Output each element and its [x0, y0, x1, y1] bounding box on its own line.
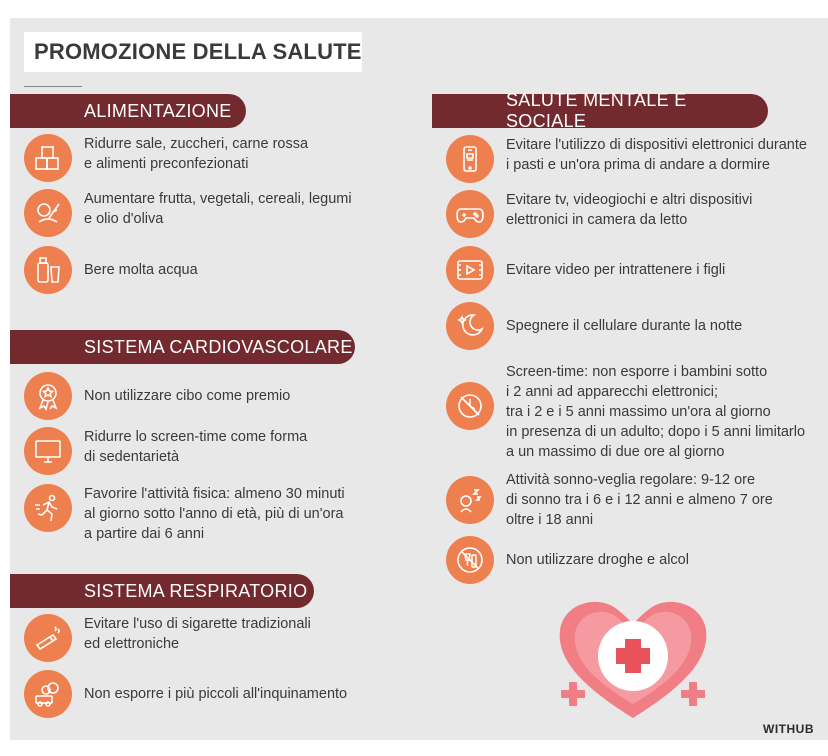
title-divider	[24, 86, 82, 87]
item-text: Attività sonno-veglia regolare: 9-12 ore di sonno tra i 6 e i 12 anni e almeno 7 ore oltre i 18 anni	[506, 472, 773, 528]
list-item	[24, 134, 308, 182]
heart-illustration	[548, 592, 718, 724]
water-bottle-icon	[24, 246, 72, 294]
section-title: SALUTE MENTALE E SOCIALE	[506, 90, 687, 131]
moon-icon	[446, 302, 494, 350]
medal-icon	[24, 372, 72, 420]
pollution-icon	[24, 670, 72, 718]
gamepad-icon	[446, 190, 494, 238]
list-item	[446, 135, 807, 183]
item-text: Ridurre lo screen-time come forma di sedentarietà	[84, 429, 308, 465]
list-item	[24, 246, 198, 294]
section-title: SISTEMA CARDIOVASCOLARE	[84, 336, 353, 357]
list-item	[24, 189, 352, 237]
vegetables-icon	[24, 189, 72, 237]
plus-icon	[681, 682, 705, 706]
list-item	[446, 302, 742, 350]
sugar-cubes-icon	[24, 134, 72, 182]
title-box	[24, 32, 362, 72]
item-text: Evitare l'utilizzo di dispositivi elettronici durante i pasti e un'ora prima di andare a dormire	[506, 137, 807, 173]
list-item	[446, 470, 773, 530]
item-text: Spegnere il cellulare durante la notte	[506, 318, 743, 334]
section-title: SISTEMA RESPIRATORIO	[84, 580, 308, 601]
list-item	[24, 372, 290, 420]
smartphone-icon	[446, 135, 494, 183]
brand-logo: WITHUB	[763, 722, 814, 736]
clock-icon	[446, 382, 494, 430]
section-header-alimentazione	[10, 94, 246, 128]
section-header-mentale	[432, 90, 768, 131]
item-text: Non esporre i più piccoli all'inquinamento	[84, 686, 348, 702]
item-text: Favorire l'attività fisica: almeno 30 minuti al giorno sotto l'anno di età, più di un'ora a partire dai 6 anni	[84, 486, 345, 542]
section-header-respiratorio	[10, 574, 314, 608]
section-header-cardiovascolare	[10, 330, 355, 364]
plus-icon	[561, 682, 585, 706]
item-text: Evitare l'uso di sigarette tradizionali ed elettroniche	[84, 616, 311, 652]
no-drugs-alcohol-icon	[446, 536, 494, 584]
list-item	[24, 670, 347, 718]
list-item	[24, 614, 311, 662]
list-item	[446, 536, 689, 584]
list-item	[446, 190, 752, 238]
running-icon	[24, 484, 72, 532]
video-icon	[446, 246, 494, 294]
list-item	[446, 246, 725, 294]
list-item	[446, 362, 805, 462]
item-text: Non utilizzare droghe e alcol	[506, 552, 689, 568]
item-text: Evitare tv, videogiochi e altri dispositivi elettronici in camera da letto	[506, 192, 753, 228]
monitor-icon	[24, 427, 72, 475]
item-text: Ridurre sale, zuccheri, carne rossa e alimenti preconfezionati	[84, 136, 309, 172]
item-text: Bere molta acqua	[84, 262, 198, 278]
item-text: Screen-time: non esporre i bambini sotto i 2 anni ad apparecchi elettronici; tra i 2 e i 5 anni massimo un'ora al giorno in presenza di un adulto; dopo i 5 anni limitarlo a un massimo di due ore al giorno	[506, 364, 806, 460]
list-item	[24, 427, 307, 475]
item-text: Evitare video per intrattenere i figli	[506, 262, 726, 278]
page-title: PROMOZIONE DELLA SALUTE	[34, 39, 362, 64]
item-text: Non utilizzare cibo come premio	[84, 388, 291, 404]
section-title: ALIMENTAZIONE	[84, 100, 232, 121]
item-text: Aumentare frutta, vegetali, cereali, legumi e olio d'oliva	[84, 191, 352, 227]
list-item	[24, 484, 345, 544]
sleep-icon	[446, 476, 494, 524]
cigarette-icon	[24, 614, 72, 662]
